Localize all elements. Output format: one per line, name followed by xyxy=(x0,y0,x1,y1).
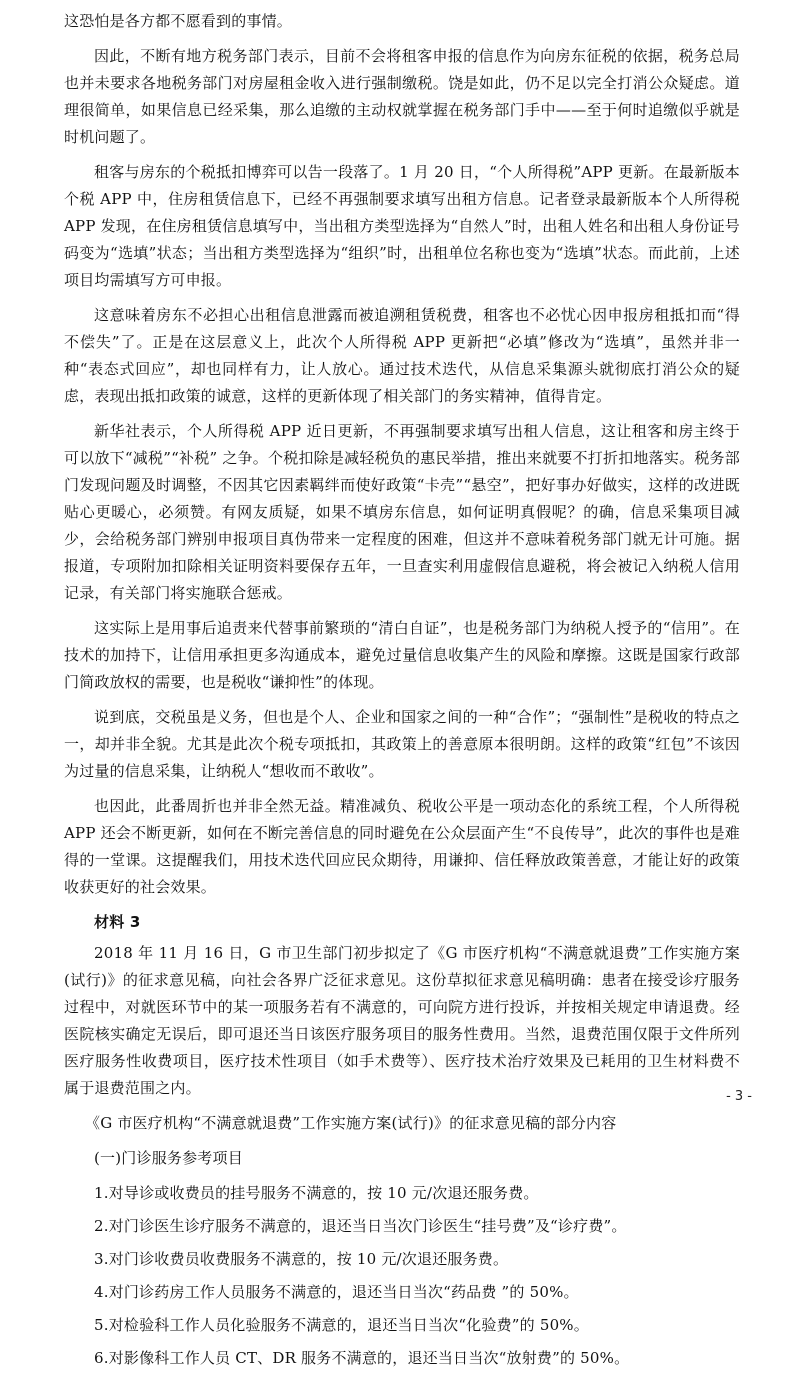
paragraph: 因此，不断有地方税务部门表示，目前不会将租客申报的信息作为向房东征税的依据，税务总局也并未要求各地税务部门对房屋租金收入进行强制缴税。饶是如此，仍不足以完全打消公众疑虑。道理很简单，如果信息已经采集，那么追缴的主动权就掌握在税务部门手中——至于何时追缴似乎就是时机问题了。 xyxy=(64,47,740,146)
material-3-intro: 2018 年 11 月 16 日，G 市卫生部门初步拟定了《G 市医疗机构“不满意就退费”工作实施方案(试行)》的征求意见稿，向社会各界广泛征求意见。这份草拟征求意见稿明确：患者在接受诊疗服务过程中，对就医环节中的某一项服务若有不满意的，可向院方进行投诉，并按相关规定申请退费。经医院核实确定无误后，即可退还当日该医疗服务项目的服务性费用。当然，退费范围仅限于文件所列医疗服务性收费项目，医疗技术性项目（如手术费等）、医疗技术治疗效果及已耗用的卫生材料费不属于退费范围之内。 xyxy=(64,944,740,1097)
list-item: 4.对门诊药房工作人员服务不满意的，退还当日当次“药品费 ”的 50%。 xyxy=(94,1283,579,1301)
list-item: 1.对导诊或收费员的挂号服务不满意的，按 10 元/次退还服务费。 xyxy=(94,1184,539,1202)
list-item: 3.对门诊收费员收费服务不满意的，按 10 元/次退还服务费。 xyxy=(94,1250,509,1268)
page-number: - 3 - xyxy=(726,1089,752,1104)
list-item: 6.对影像科工作人员 CT、DR 服务不满意的，退还当日当次“放射费”的 50%。 xyxy=(94,1349,630,1367)
paragraph: 也因此，此番周折也并非全然无益。精准减负、税收公平是一项动态化的系统工程，个人所得税 APP 还会不断更新，如何在不断完善信息的同时避免在公众层面产生“不良传导”，此次的事件也是难得的一堂课。这提醒我们，用技术迭代回应民众期待，用谦抑、信任释放政策善意，才能让好的政策收获更好的社会效果。 xyxy=(64,797,740,896)
material-3-heading: 材料 3 xyxy=(94,913,141,931)
paragraph: 新华社表示，个人所得税 APP 近日更新，不再强制要求填写出租人信息，这让租客和房主终于可以放下“减税”“补税” 之争。个税扣除是减轻税负的惠民举措，推出来就要不打折扣地落实。税务部门发现问题及时调整，不因其它因素羁绊而使好政策“卡壳”“悬空”，把好事办好做实，这样的改进既贴心更暖心，必须赞。有网友质疑，如果不填房东信息，如何证明真假呢？的确，信息采集项目减少，会给税务部门辨别申报项目真伪带来一定程度的困难，但这并不意味着税务部门就无计可施。据报道，专项附加扣除相关证明资料要保存五年，一旦查实利用虚假信息避税，将会被记入纳税人信用记录，有关部门将实施联合惩戒。 xyxy=(64,422,740,602)
paragraph: 这恐怕是各方都不愿看到的事情。 xyxy=(64,12,293,30)
excerpt-title: 《G 市医疗机构“不满意就退费”工作实施方案(试行)》的征求意见稿的部分内容 xyxy=(85,1114,617,1132)
section-title: (一)门诊服务参考项目 xyxy=(94,1149,243,1167)
list-item: 5.对检验科工作人员化验服务不满意的，退还当日当次“化验费”的 50%。 xyxy=(94,1316,589,1334)
paragraph: 说到底，交税虽是义务，但也是个人、企业和国家之间的一种“合作”；“强制性”是税收的特点之一，却并非全貌。尤其是此次个税专项抵扣，其政策上的善意原本很明朗。这样的政策“红包”不该因为过量的信息采集，让纳税人“想收而不敢收”。 xyxy=(64,708,740,780)
paragraph: 租客与房东的个税抵扣博弈可以告一段落了。1 月 20 日，“个人所得税”APP 更新。在最新版本个税 APP 中，住房租赁信息下，已经不再强制要求填写出租方信息。记者登录最新版本个人所得税 APP 发现，在住房租赁信息填写中，当出租方类型选择为“自然人”时，出租人姓名和出租人身份证号码变为“选填”状态；当出租方类型选择为“组织”时，出租单位名称也变为“选填”状态。而此前，上述项目均需填写方可申报。 xyxy=(64,163,740,289)
paragraph: 这实际上是用事后追责来代替事前繁琐的“清白自证”，也是税务部门为纳税人授予的“信用”。在技术的加持下，让信用承担更多沟通成本，避免过量信息收集产生的风险和摩擦。这既是国家行政部门简政放权的需要，也是税收“谦抑性”的体现。 xyxy=(64,619,740,691)
document-page xyxy=(64,8,740,1378)
paragraph: 这意味着房东不必担心出租信息泄露而被追溯租赁税费，租客也不必忧心因申报房租抵扣而“得不偿失”了。正是在这层意义上，此次个人所得税 APP 更新把“必填”修改为“选填”，虽然并非一种“表态式回应”，却也同样有力，让人放心。通过技术迭代，从信息采集源头就彻底打消公众的疑虑，表现出抵扣政策的诚意，这样的更新体现了相关部门的务实精神，值得肯定。 xyxy=(64,306,740,405)
list-item: 2.对门诊医生诊疗服务不满意的，退还当日当次门诊医生“挂号费”及“诊疗费”。 xyxy=(94,1217,627,1235)
